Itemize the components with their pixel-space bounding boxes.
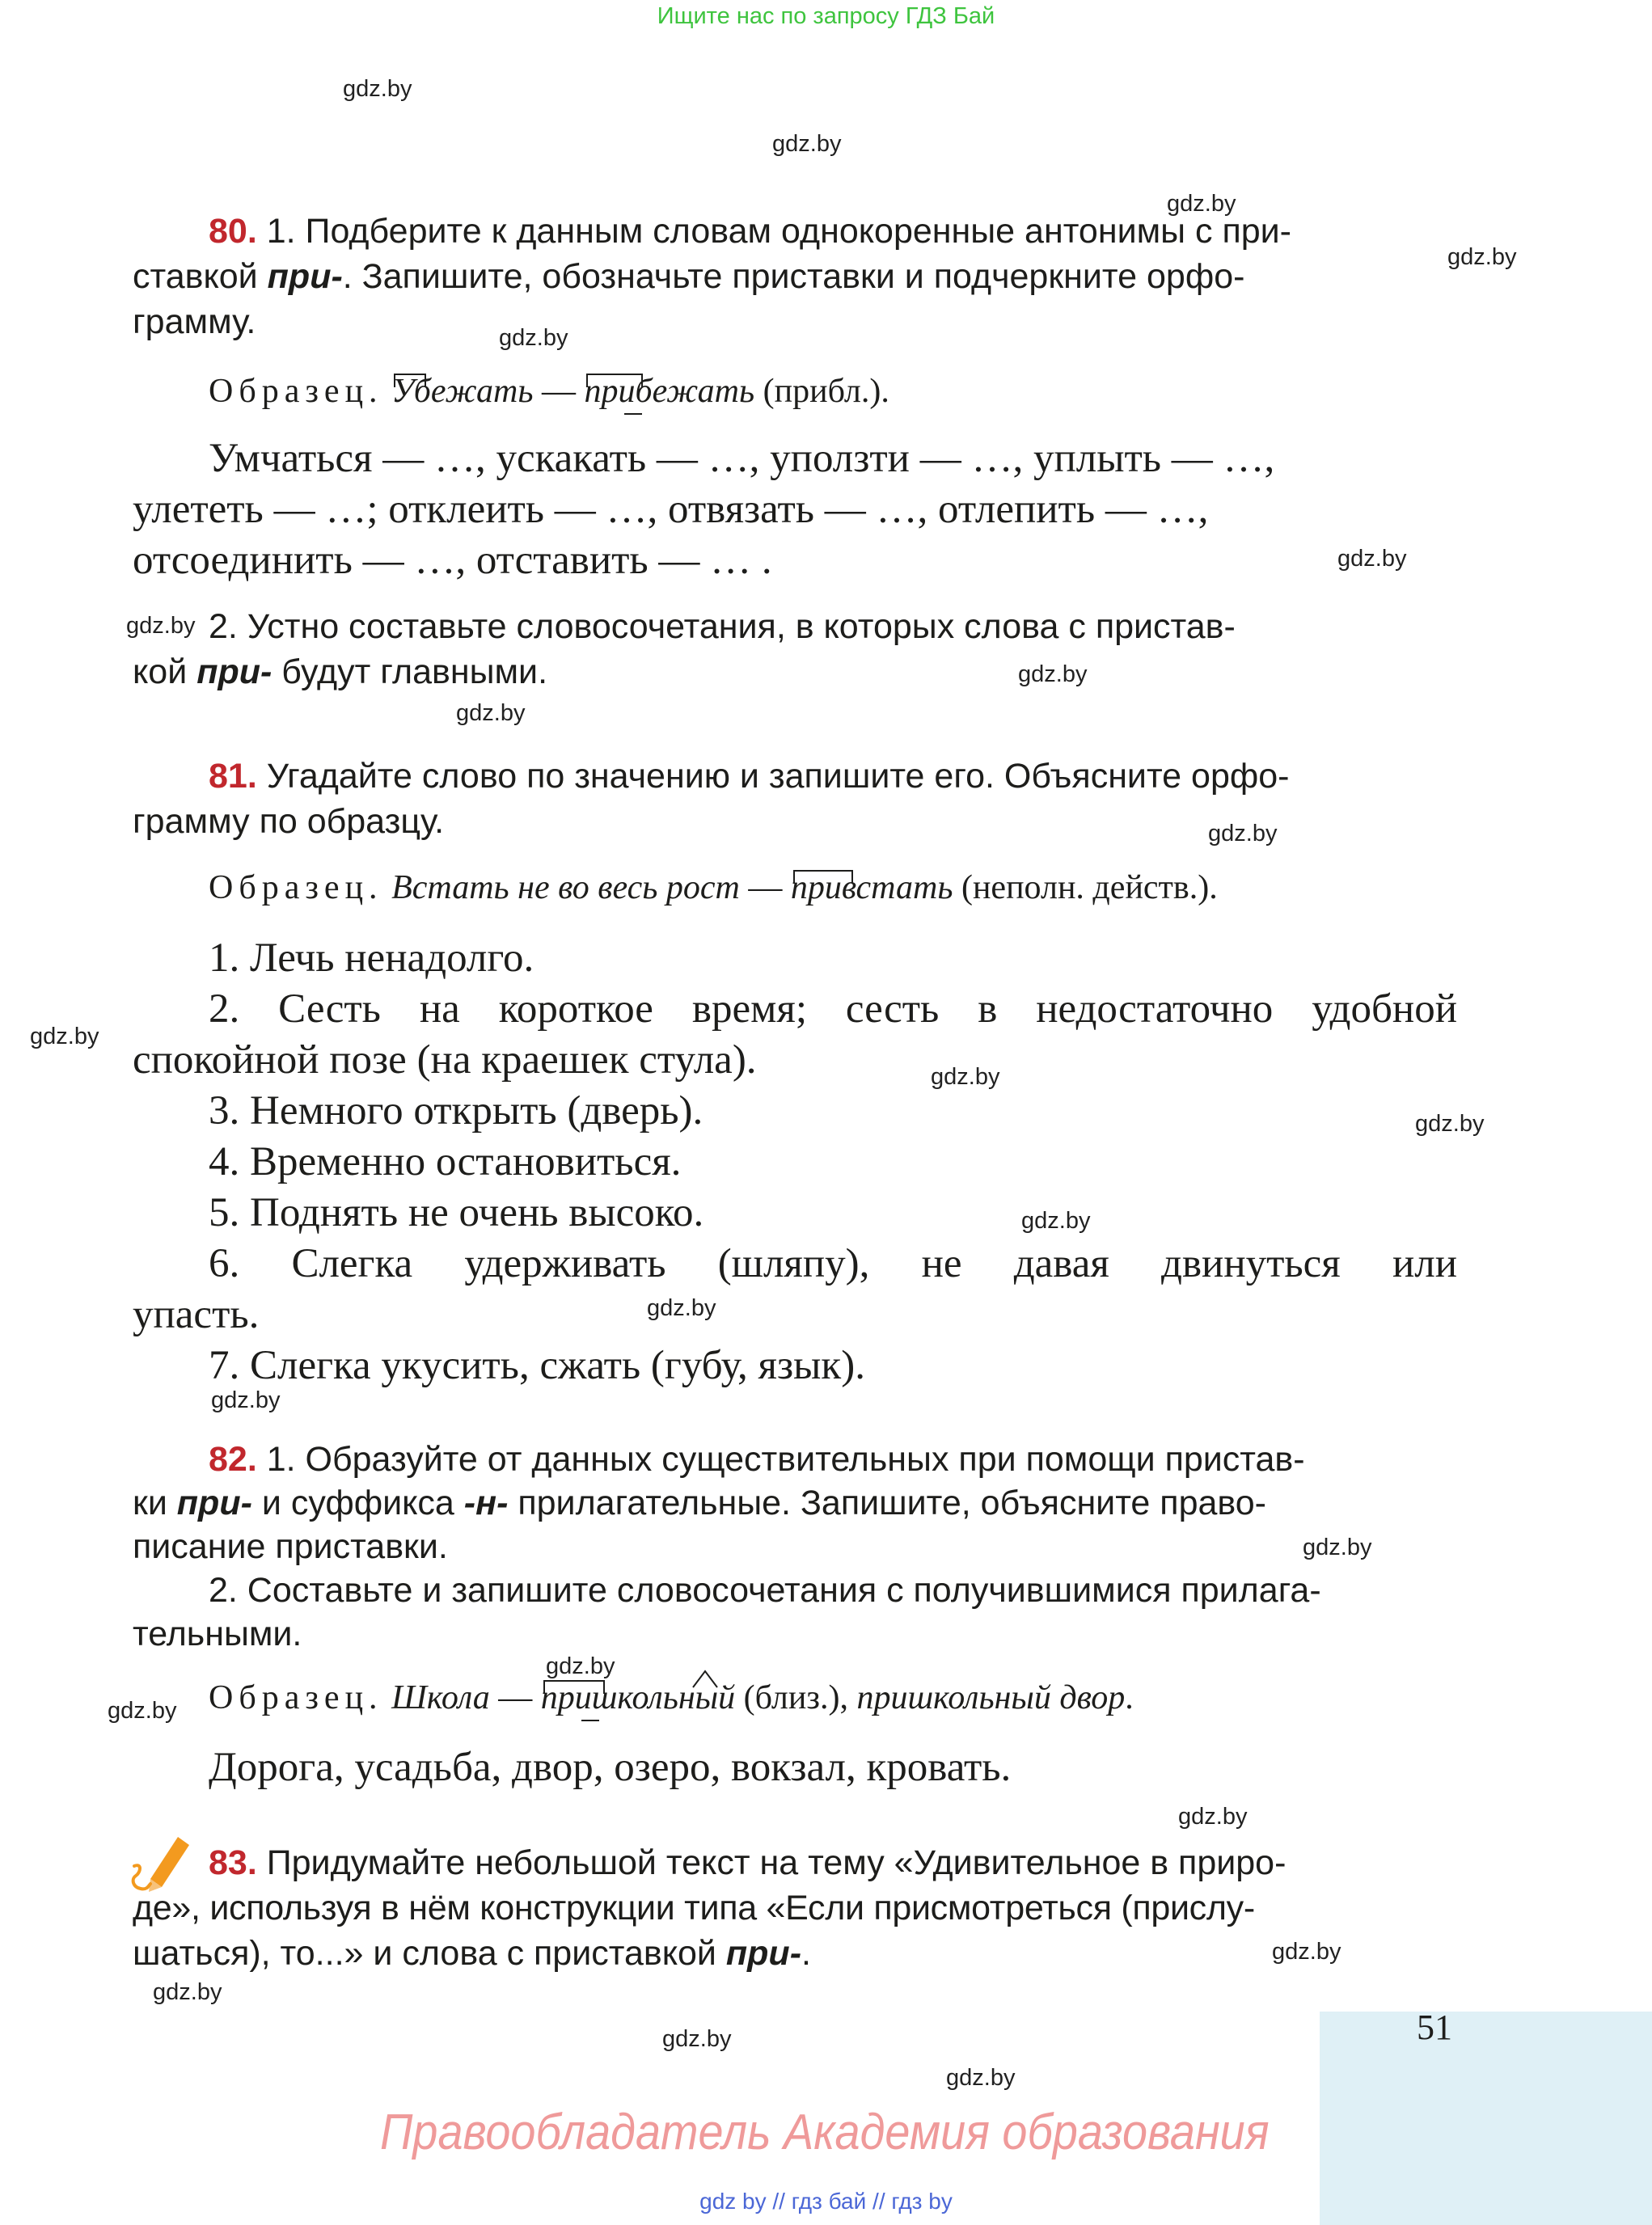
task-80-line3: грамму. [133,302,256,341]
sample-answer [584,373,763,410]
sample-label: Образец. [209,869,383,906]
task-80-words [133,433,1457,586]
watermark: gdz.by [1021,1208,1091,1234]
watermark: gdz.by [1018,661,1088,687]
sample-word: Встать не во весь рост [391,869,740,906]
list-item: спокойной позе (на краешек стула). [133,1037,757,1083]
orthogram-underline [624,412,642,416]
sample-answer [541,1679,744,1716]
watermark: gdz.by [211,1387,281,1413]
period: . [1125,1679,1134,1716]
suffix-mark [691,1668,719,1689]
task-80-number: 80. [209,212,257,251]
task-80-part2 [133,604,1457,695]
task-82-instruction [133,1438,1457,1656]
task-82-line2 [133,1481,1457,1525]
watermark: gdz.by [946,2065,1016,2091]
watermark: gdz.by [1337,546,1407,572]
sample-answer-text: пришкольный [540,1679,736,1716]
orthogram-underline [581,1718,599,1723]
task-80-part2-line2 [133,649,1457,695]
task-82-sample [209,1675,1134,1720]
sample-note: (близ.), [743,1679,857,1716]
task-83-number: 83. [209,1843,257,1882]
page-number: 51 [1417,2008,1452,2047]
watermark: gdz.by [126,613,196,639]
task-83-line1 [133,1840,1457,1885]
watermark: gdz.by [1447,244,1517,270]
prefix-mark [541,1678,609,1695]
task-text: 2. Устно составьте словосочетания, в которых слова с пристав- [209,607,1236,646]
task-82-line3: писание приставки. [133,1527,448,1566]
prefix-mark [791,868,857,885]
watermark: gdz.by [1208,821,1278,847]
task-text: Придумайте небольшой текст на тему «Удивительное в приро- [256,1843,1287,1882]
list-item: 5. Поднять не очень высоко. [209,1190,704,1235]
task-text: ки [133,1484,177,1522]
task-text: . Запишите, обозначьте приставки и подчеркните орфо- [342,257,1245,296]
prefix-mark [584,371,647,389]
watermark: gdz.by [647,1295,716,1321]
prefix-pri: при- [176,1484,252,1522]
word-line: улететь — …; отклеить — …, отвязать — …, отлепить — …, [133,487,1209,532]
task-text: будут главными. [272,652,548,691]
task-82-part2: 2. Составьте и запишите словосочетания с получившимися прилага- [209,1571,1321,1610]
sample-answer [791,869,961,906]
sample-phrase: пришкольный двор [856,1679,1126,1716]
task-82-number: 82. [209,1440,257,1479]
task-81-line1 [133,754,1457,799]
prefix-pri: при- [267,257,343,296]
period: . [801,1934,811,1973]
watermark: gdz.by [30,1024,99,1049]
sample-answer-text: привстать [790,869,953,906]
list-item: 3. Немного открыть (дверь). [209,1088,703,1134]
task-83-line2: де», используя в нём конструкции типа «Если присмотреться (прислу- [133,1889,1255,1927]
task-text: кой [133,652,197,691]
list-item: 4. Временно остановиться. [209,1139,682,1184]
task-text: 1. Образуйте от данных существительных при помощи пристав- [256,1440,1305,1479]
watermark: gdz.by [456,700,526,726]
watermark: gdz.by [931,1064,1000,1090]
dash: — [541,373,585,410]
sample-label: Образец. [209,1679,383,1716]
task-text: ставкой [133,257,268,296]
watermark: gdz.by [1178,1804,1248,1830]
task-text: шаться), то...» и слова с приставкой [133,1934,726,1973]
task-81-instruction [133,754,1457,844]
watermark: gdz.by [343,76,412,102]
word-line: Умчаться — …, ускакать — …, уползти — …, уплыть — …, [209,436,1275,481]
watermark: gdz.by [153,1979,222,2005]
watermark: gdz.by [1415,1111,1485,1137]
sample-answer-text: прибежать [584,373,755,410]
task-83-line3 [133,1931,1457,1976]
task-80-sample [209,369,889,414]
task-81-items [133,933,1457,1391]
sample-word [391,373,542,410]
watermark: gdz.by [1303,1535,1372,1560]
prefix-pri: при- [196,652,273,691]
task-text: прилагательные. Запишите, объясните право- [508,1484,1266,1522]
task-83-instruction [133,1840,1457,1976]
sample-label: Образец. [209,373,383,410]
task-text: и суффикса [251,1484,464,1522]
watermark: gdz.by [499,325,568,351]
task-80-line2 [133,254,1457,299]
list-item: 2. Сесть на короткое время; сесть в недостаточно удобной [209,986,1457,1032]
task-81-line2: грамму по образцу. [133,802,445,841]
watermark: gdz.by [108,1698,177,1724]
sample-word: Школа [391,1679,490,1716]
list-item: 6. Слегка удерживать (шляпу), не давая двинуться или [209,1241,1457,1286]
list-item: 1. Лечь ненадолго. [209,935,534,981]
watermark: gdz.by [1272,1939,1341,1965]
suffix-n: -н- [463,1484,509,1522]
task-81-number: 81. [209,757,257,796]
prefix-pri: при- [725,1934,802,1973]
task-82-line1 [133,1438,1457,1481]
task-82-words: Дорога, усадьба, двор, озеро, вокзал, кровать. [209,1745,1012,1790]
task-81-sample [209,865,1218,910]
task-80-line1 [133,209,1457,254]
prefix-mark [391,371,429,389]
sample-note: (неполн. действ.). [961,869,1218,906]
task-text: Угадайте слово по значению и запишите его. Объясните орфо- [256,757,1290,796]
sample-word-text: Убежать [391,373,534,410]
top-banner[interactable]: Ищите нас по запросу ГДЗ Бай [657,3,995,29]
footer-links[interactable]: gdz by // гдз бай // гдз by [699,2189,953,2214]
list-item: 7. Слегка укусить, сжать (губу, язык). [209,1343,865,1388]
watermark: gdz.by [662,2026,732,2052]
task-82-part2-line2: тельными. [133,1615,302,1653]
list-item: упасть. [133,1292,260,1337]
rights-holder: Правообладатель Академия образования [380,2105,1270,2160]
dash: — [489,1679,541,1716]
task-80-instruction [133,209,1457,344]
dash: — [739,869,791,906]
watermark: gdz.by [1167,191,1236,217]
watermark: gdz.by [772,131,842,157]
sample-note: (прибл.). [763,373,889,410]
watermark: gdz.by [546,1653,615,1679]
task-text: 1. Подберите к данным словам однокоренные антонимы с при- [256,212,1291,251]
word-line: отсоединить — …, отставить — … . [133,538,772,583]
